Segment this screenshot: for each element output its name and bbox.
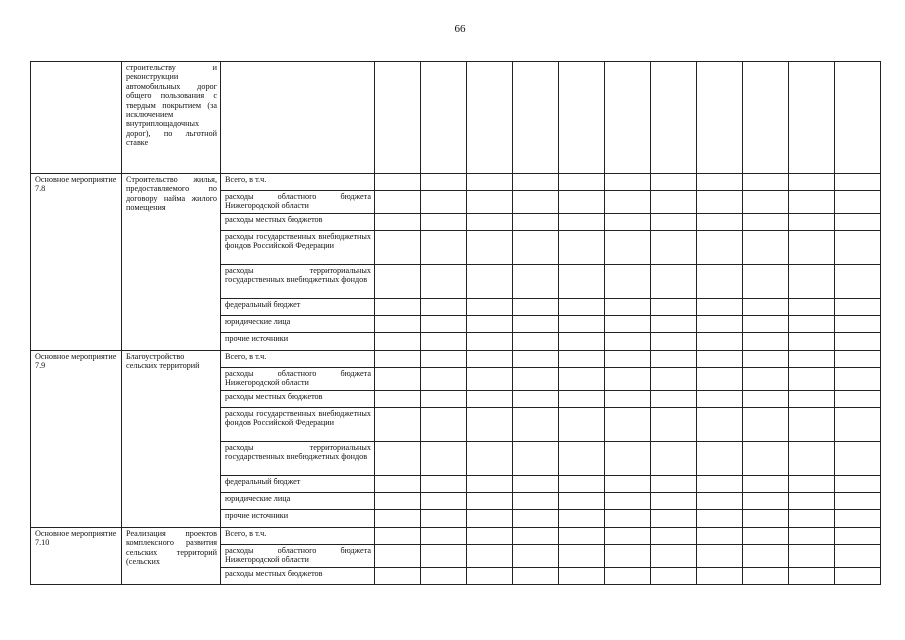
value-cell (605, 442, 651, 476)
value-cell (513, 316, 559, 333)
value-cell (789, 316, 835, 333)
value-cell (559, 299, 605, 316)
funding-source-cell: расходы областного бюджета Нижегородской области (221, 191, 375, 214)
value-cell (743, 476, 789, 493)
value-cell (651, 391, 697, 408)
value-cell (651, 316, 697, 333)
value-cell (513, 265, 559, 299)
value-cell (559, 191, 605, 214)
funding-source-cell: расходы местных бюджетов (221, 568, 375, 585)
value-cell (513, 174, 559, 191)
value-cell (421, 231, 467, 265)
value-cell (605, 191, 651, 214)
value-cell (513, 408, 559, 442)
value-cell (605, 510, 651, 528)
value-cell (651, 568, 697, 585)
value-cell (651, 174, 697, 191)
value-cell (835, 231, 881, 265)
value-cell (835, 191, 881, 214)
value-cell (467, 442, 513, 476)
value-cell (421, 528, 467, 545)
value-cell (375, 265, 421, 299)
value-cell (467, 299, 513, 316)
value-cell (697, 174, 743, 191)
value-cell (513, 510, 559, 528)
value-cell (697, 408, 743, 442)
value-cell (697, 191, 743, 214)
value-cell (467, 528, 513, 545)
value-cell (743, 368, 789, 391)
value-cell (559, 231, 605, 265)
funding-source-cell: расходы государственных внебюджетных фондов Российской Федерации (221, 231, 375, 265)
value-cell (559, 214, 605, 231)
value-cell (467, 351, 513, 368)
value-cell (835, 510, 881, 528)
value-cell (421, 568, 467, 585)
value-cell (835, 493, 881, 510)
value-cell (375, 528, 421, 545)
value-cell (421, 351, 467, 368)
value-cell (605, 568, 651, 585)
value-cell (467, 545, 513, 568)
table-row (31, 351, 881, 368)
value-cell (651, 476, 697, 493)
value-cell (697, 214, 743, 231)
value-cell (375, 191, 421, 214)
value-cell (467, 191, 513, 214)
value-cell (513, 368, 559, 391)
funding-source-cell: Всего, в т.ч. (221, 351, 375, 368)
funding-source-cell: расходы территориальных государственных внебюджетных фондов (221, 442, 375, 476)
value-cell (467, 368, 513, 391)
value-cell (513, 214, 559, 231)
value-cell (835, 391, 881, 408)
value-cell (467, 333, 513, 351)
value-cell (421, 545, 467, 568)
value-cell (835, 442, 881, 476)
value-cell (375, 408, 421, 442)
value-cell (605, 299, 651, 316)
value-cell (421, 442, 467, 476)
value-cell (421, 510, 467, 528)
value-cell (789, 545, 835, 568)
value-cell (697, 493, 743, 510)
value-cell (421, 214, 467, 231)
value-cell (605, 333, 651, 351)
value-cell (513, 493, 559, 510)
measure-label-cell: Основное мероприятие 7.8 (31, 174, 122, 351)
value-cell (789, 174, 835, 191)
value-cell (605, 231, 651, 265)
value-cell (375, 231, 421, 265)
value-cell (743, 316, 789, 333)
value-cell (559, 510, 605, 528)
value-cell (835, 62, 881, 174)
value-cell (835, 299, 881, 316)
value-cell (605, 528, 651, 545)
value-cell (513, 62, 559, 174)
value-cell (375, 174, 421, 191)
value-cell (789, 408, 835, 442)
value-cell (375, 510, 421, 528)
value-cell (513, 476, 559, 493)
value-cell (789, 568, 835, 585)
value-cell (559, 368, 605, 391)
funding-source-cell: расходы местных бюджетов (221, 391, 375, 408)
value-cell (421, 191, 467, 214)
value-cell (421, 476, 467, 493)
value-cell (375, 493, 421, 510)
value-cell (743, 174, 789, 191)
value-cell (697, 333, 743, 351)
value-cell (651, 442, 697, 476)
value-cell (743, 391, 789, 408)
value-cell (789, 476, 835, 493)
value-cell (559, 351, 605, 368)
value-cell (513, 351, 559, 368)
value-cell (467, 214, 513, 231)
value-cell (743, 299, 789, 316)
value-cell (697, 368, 743, 391)
value-cell (421, 299, 467, 316)
value-cell (559, 174, 605, 191)
value-cell (375, 568, 421, 585)
measure-description-cell: Строительство жилья, предоставляемого по договору найма жилого помещения (122, 174, 221, 351)
value-cell (835, 408, 881, 442)
funding-source-cell: расходы территориальных государственных внебюджетных фондов (221, 265, 375, 299)
value-cell (467, 62, 513, 174)
value-cell (513, 299, 559, 316)
value-cell (697, 62, 743, 174)
value-cell (697, 528, 743, 545)
value-cell (421, 333, 467, 351)
value-cell (605, 265, 651, 299)
page-number: 66 (454, 23, 466, 35)
value-cell (375, 214, 421, 231)
funding-source-cell: прочие источники (221, 510, 375, 528)
funding-source-cell: федеральный бюджет (221, 476, 375, 493)
value-cell (467, 510, 513, 528)
funding-source-cell: прочие источники (221, 333, 375, 351)
funding-source-cell: Всего, в т.ч. (221, 174, 375, 191)
value-cell (513, 528, 559, 545)
value-cell (605, 408, 651, 442)
measure-label-cell (31, 62, 122, 174)
value-cell (467, 568, 513, 585)
value-cell (605, 476, 651, 493)
value-cell (835, 568, 881, 585)
value-cell (697, 265, 743, 299)
value-cell (513, 442, 559, 476)
value-cell (743, 351, 789, 368)
value-cell (421, 408, 467, 442)
value-cell (651, 299, 697, 316)
funding-source-cell: расходы областного бюджета Нижегородской области (221, 545, 375, 568)
value-cell (605, 368, 651, 391)
value-cell (375, 333, 421, 351)
funding-source-cell: расходы областного бюджета Нижегородской области (221, 368, 375, 391)
value-cell (789, 191, 835, 214)
value-cell (789, 214, 835, 231)
value-cell (421, 62, 467, 174)
value-cell (743, 568, 789, 585)
value-cell (467, 174, 513, 191)
measure-description-cell: Благоустройство сельских территорий (122, 351, 221, 528)
value-cell (467, 265, 513, 299)
value-cell (835, 316, 881, 333)
value-cell (743, 214, 789, 231)
value-cell (513, 568, 559, 585)
value-cell (605, 351, 651, 368)
value-cell (651, 265, 697, 299)
value-cell (375, 545, 421, 568)
value-cell (835, 174, 881, 191)
value-cell (789, 510, 835, 528)
value-cell (697, 545, 743, 568)
value-cell (421, 391, 467, 408)
value-cell (835, 368, 881, 391)
value-cell (605, 493, 651, 510)
value-cell (513, 545, 559, 568)
value-cell (375, 299, 421, 316)
funding-source-cell (221, 62, 375, 174)
value-cell (605, 316, 651, 333)
value-cell (743, 528, 789, 545)
value-cell (835, 214, 881, 231)
value-cell (559, 265, 605, 299)
measure-description-cell: строительству и реконструкции автомобильных дорог общего пользования с твердым покрытием (за исключением внутриплощадочных дорог), по льготной ставке (122, 62, 221, 174)
value-cell (789, 333, 835, 351)
value-cell (697, 510, 743, 528)
value-cell (651, 62, 697, 174)
value-cell (835, 333, 881, 351)
table-row (31, 528, 881, 545)
value-cell (421, 368, 467, 391)
value-cell (789, 493, 835, 510)
value-cell (789, 351, 835, 368)
value-cell (605, 174, 651, 191)
value-cell (559, 316, 605, 333)
value-cell (375, 476, 421, 493)
value-cell (651, 191, 697, 214)
value-cell (513, 231, 559, 265)
value-cell (743, 510, 789, 528)
value-cell (421, 174, 467, 191)
value-cell (559, 528, 605, 545)
value-cell (743, 442, 789, 476)
value-cell (697, 316, 743, 333)
value-cell (375, 351, 421, 368)
value-cell (651, 510, 697, 528)
value-cell (743, 333, 789, 351)
value-cell (651, 231, 697, 265)
value-cell (605, 545, 651, 568)
value-cell (467, 476, 513, 493)
funding-source-cell: Всего, в т.ч. (221, 528, 375, 545)
value-cell (467, 493, 513, 510)
value-cell (835, 545, 881, 568)
measure-label-cell: Основное мероприятие 7.10 (31, 528, 122, 585)
value-cell (835, 528, 881, 545)
value-cell (467, 391, 513, 408)
value-cell (559, 568, 605, 585)
value-cell (789, 265, 835, 299)
value-cell (559, 62, 605, 174)
value-cell (375, 316, 421, 333)
value-cell (513, 191, 559, 214)
value-cell (651, 214, 697, 231)
value-cell (559, 493, 605, 510)
value-cell (559, 442, 605, 476)
value-cell (651, 408, 697, 442)
value-cell (375, 442, 421, 476)
value-cell (421, 316, 467, 333)
value-cell (559, 476, 605, 493)
value-cell (743, 191, 789, 214)
value-cell (835, 351, 881, 368)
value-cell (421, 493, 467, 510)
value-cell (605, 391, 651, 408)
value-cell (513, 391, 559, 408)
value-cell (651, 545, 697, 568)
value-cell (375, 368, 421, 391)
value-cell (789, 528, 835, 545)
value-cell (743, 493, 789, 510)
value-cell (697, 476, 743, 493)
value-cell (559, 408, 605, 442)
value-cell (467, 408, 513, 442)
value-cell (375, 62, 421, 174)
value-cell (559, 333, 605, 351)
budget-table (30, 61, 881, 585)
value-cell (697, 442, 743, 476)
value-cell (789, 442, 835, 476)
value-cell (743, 545, 789, 568)
value-cell (651, 368, 697, 391)
value-cell (743, 265, 789, 299)
value-cell (651, 351, 697, 368)
value-cell (697, 391, 743, 408)
value-cell (559, 545, 605, 568)
value-cell (651, 528, 697, 545)
value-cell (559, 391, 605, 408)
value-cell (651, 333, 697, 351)
value-cell (697, 568, 743, 585)
value-cell (789, 62, 835, 174)
value-cell (651, 493, 697, 510)
value-cell (697, 351, 743, 368)
value-cell (789, 231, 835, 265)
measure-description-cell: Реализация проектов комплексного развития сельских территорий (сельских (122, 528, 221, 585)
value-cell (789, 299, 835, 316)
value-cell (743, 62, 789, 174)
value-cell (421, 265, 467, 299)
funding-source-cell: юридические лица (221, 316, 375, 333)
value-cell (743, 408, 789, 442)
value-cell (605, 62, 651, 174)
value-cell (697, 231, 743, 265)
value-cell (513, 333, 559, 351)
value-cell (697, 299, 743, 316)
funding-source-cell: расходы местных бюджетов (221, 214, 375, 231)
table-row (31, 174, 881, 191)
table-row (31, 62, 881, 174)
value-cell (467, 231, 513, 265)
value-cell (789, 391, 835, 408)
value-cell (605, 214, 651, 231)
value-cell (835, 476, 881, 493)
funding-source-cell: юридические лица (221, 493, 375, 510)
value-cell (375, 391, 421, 408)
funding-source-cell: расходы государственных внебюджетных фондов Российской Федерации (221, 408, 375, 442)
value-cell (835, 265, 881, 299)
value-cell (789, 368, 835, 391)
measure-label-cell: Основное мероприятие 7.9 (31, 351, 122, 528)
value-cell (467, 316, 513, 333)
value-cell (743, 231, 789, 265)
funding-source-cell: федеральный бюджет (221, 299, 375, 316)
